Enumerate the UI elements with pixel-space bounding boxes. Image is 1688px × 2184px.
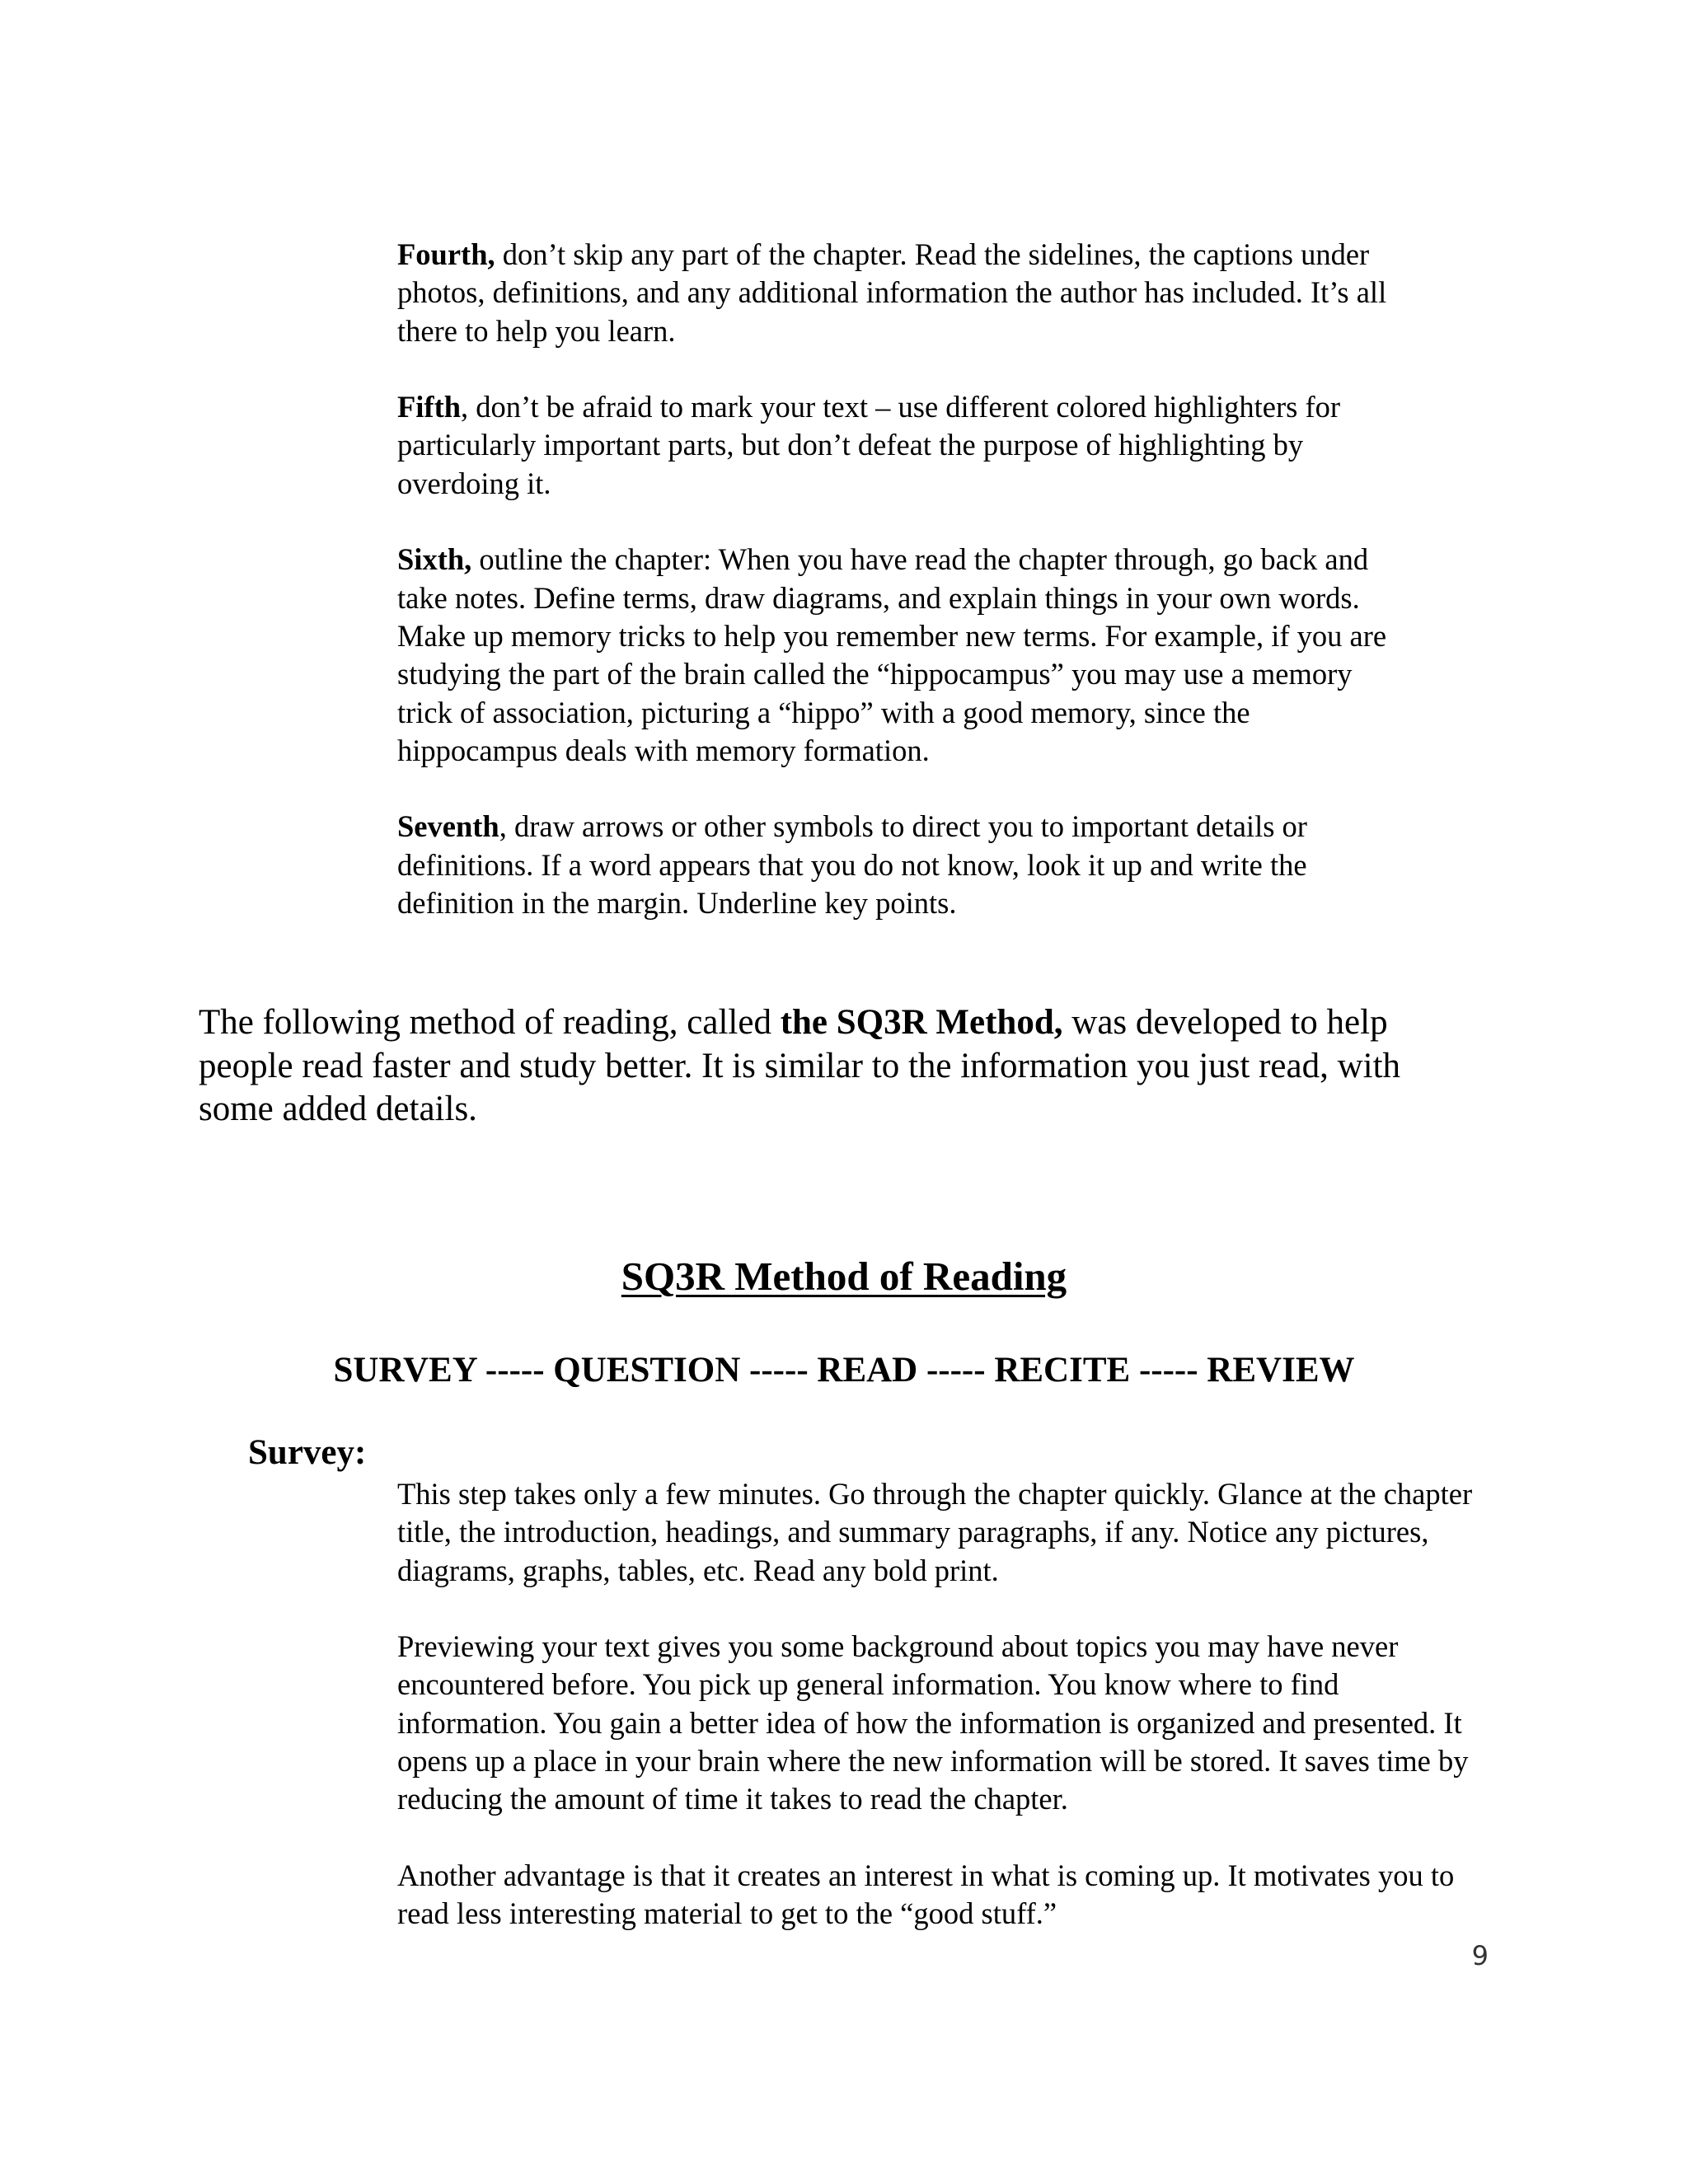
reading-tips [397,236,1395,922]
tip-text: , draw arrows or other symbols to direct you to important details or definitions. If a word appears that you do not know, look it up and write the definition in the margin. Underline key points. [397,809,1307,921]
intro-after: was developed to help people read faster and study better. It is similar to the information you just read, with some added details. [199,1003,1401,1128]
intro-before: The following method of reading, called [199,1003,781,1042]
survey-paragraph: This step takes only a few minutes. Go through the chapter quickly. Glance at the chapter title, the introduction, headings, and summary paragraphs, if any. Notice any pictures, diagrams, graphs, tables, etc. Read any bold print. [397,1477,1473,1587]
survey-body [397,1475,1493,1933]
intro-paragraph [199,1001,1418,1132]
survey-label: Survey: [248,1433,367,1472]
steps-line: SURVEY ----- QUESTION ----- READ ----- RECITE ----- REVIEW [333,1351,1355,1390]
section-heading: SQ3R Method of Reading [621,1254,1067,1299]
tip-text: , don’t be afraid to mark your text – use different colored highlighters for particularly important parts, but don’t defeat the purpose of highlighting by overdoing it. [397,390,1341,500]
survey-paragraph: Previewing your text gives you some background about topics you may have never encountered before. You pick up general information. You know where to find information. You gain a better idea of how the information is organized and presented. It opens up a place in your brain where the new information will be stored. It saves time by reducing the amount of time it takes to read the chapter. [397,1629,1469,1816]
tip-lead: Fourth, [397,237,495,271]
survey-paragraph: Another advantage is that it creates an interest in what is coming up. It motivates you to read less interesting material to get to the “good stuff.” [397,1858,1455,1931]
tip-fourth [397,236,1395,350]
tip-text: outline the chapter: When you have read the chapter through, go back and take notes. Define terms, draw diagrams, and explain things in your own words. Make up memory tricks to help you remember new terms. For example, if you are studying the part of the brain called the “hippocampus” you may use a memory trick of association, picturing a “hippo” with a good memory, since the hippocampus deals with memory formation. [397,542,1387,767]
tip-fifth [397,388,1395,503]
tip-seventh [397,808,1395,922]
tip-text: don’t skip any part of the chapter. Read the sidelines, the captions under photos, definitions, and any additional information the author has included. It’s all there to help you learn. [397,237,1387,348]
tip-lead: Fifth [397,390,462,424]
tip-sixth [397,541,1395,770]
tip-lead: Seventh [397,809,499,844]
page-number: 9 [1471,1940,1489,1971]
intro-bold: the SQ3R Method, [780,1003,1063,1042]
tip-lead: Sixth, [397,542,472,577]
